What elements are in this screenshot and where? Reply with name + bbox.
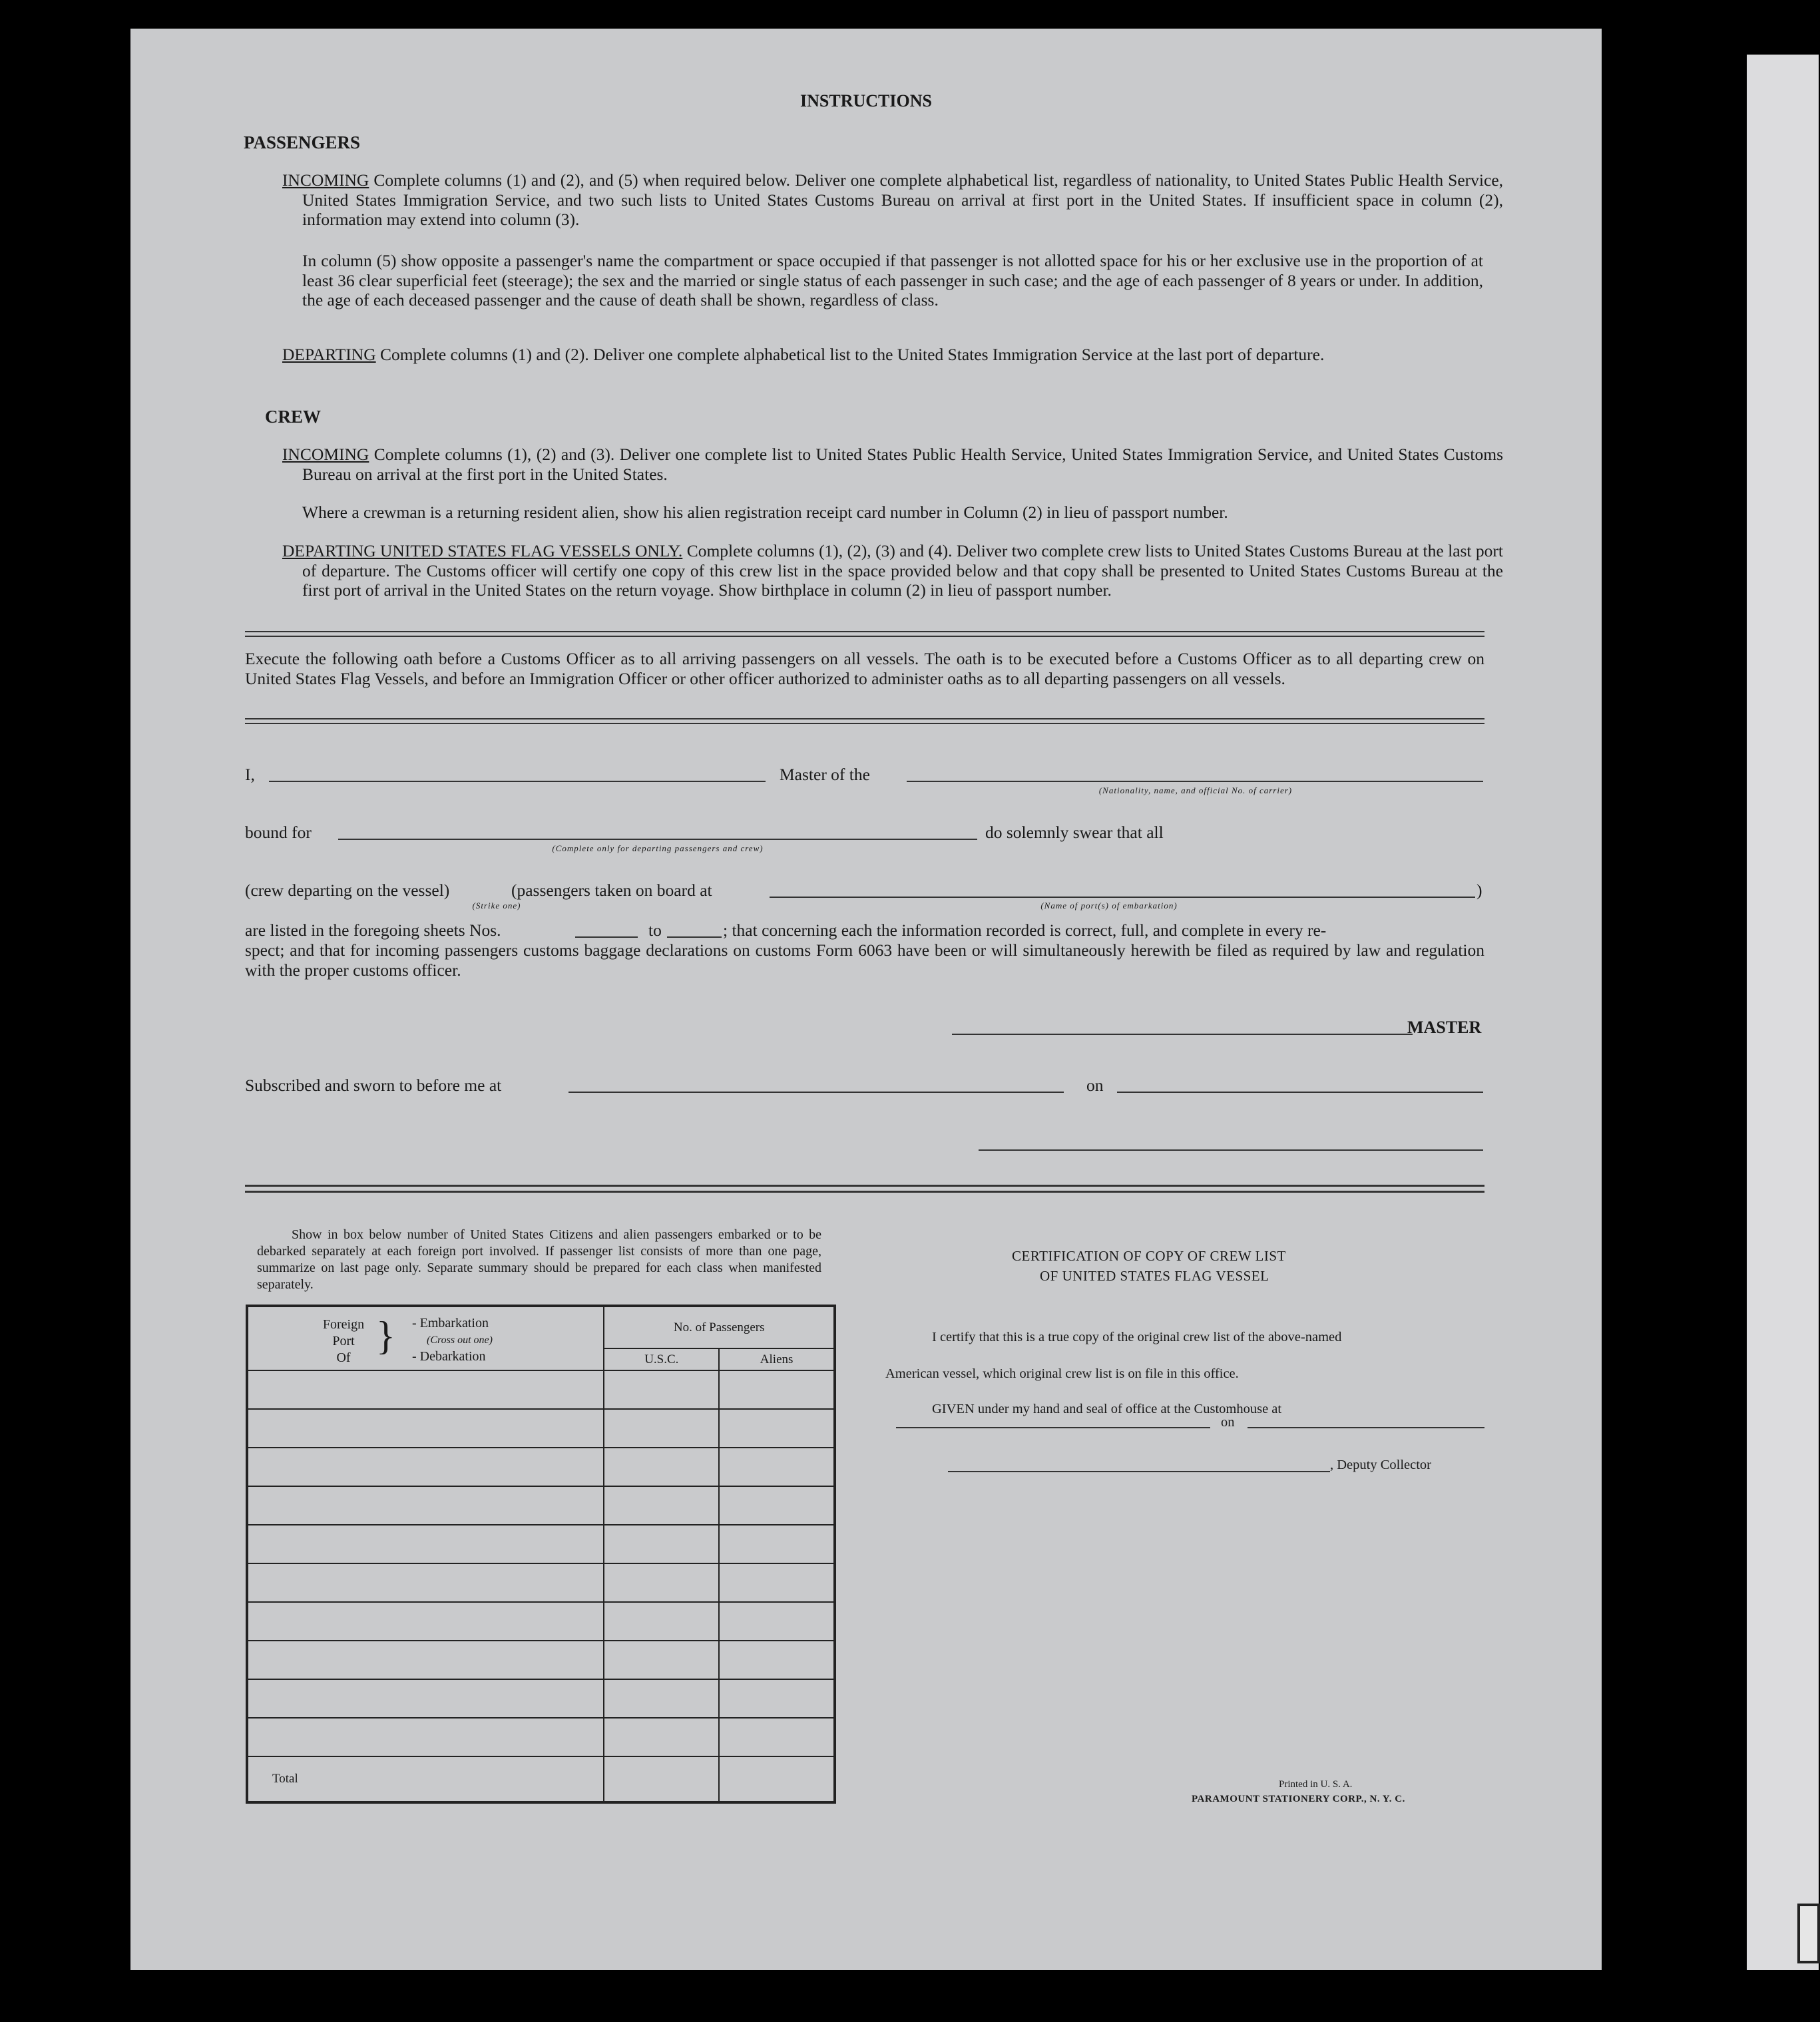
- table-row: [247, 1448, 835, 1486]
- column5-paragraph: In column (5) show opposite a passenger's name the compartment or space occupied if that passenger is not allotted space for his or her exclusive use in the proportion of at least 36 clear superficial feet (steerage); the sex and the married or single status of each passenger in such case; and the age of each passenger of 8 years or under. In addition, the age of each deceased passenger and the cause of death shall be shown, regardless of class.: [302, 251, 1483, 309]
- total-aliens-cell[interactable]: [719, 1756, 835, 1802]
- no-of-passengers-header: No. of Passengers: [604, 1306, 835, 1348]
- foreign-port-header: [247, 1306, 604, 1370]
- passengers-departing-paragraph: [282, 345, 1503, 365]
- sheet-from-line[interactable]: [575, 936, 638, 938]
- embarkation-ports-line[interactable]: [770, 897, 1475, 898]
- table-row: [247, 1409, 835, 1448]
- form-page: [130, 29, 1602, 1970]
- ports-caption: (Name of port(s) of embarkation): [1040, 901, 1178, 910]
- listed-text-rest: spect; and that for incoming passengers customs baggage declarations on customs Form 6063 have been or will simultaneously herewith be filed as required by law and regulation with the proper customs officer.: [245, 940, 1484, 980]
- given-line: GIVEN under my hand and seal of office at the Customhouse at: [932, 1402, 1282, 1416]
- aliens-cell[interactable]: [719, 1370, 835, 1409]
- table-row: [247, 1563, 835, 1602]
- aliens-header: Aliens: [719, 1348, 835, 1370]
- aliens-cell[interactable]: [719, 1641, 835, 1679]
- port-label: Port: [332, 1334, 355, 1348]
- usc-cell[interactable]: [604, 1525, 719, 1563]
- crew-incoming-paragraph: [282, 445, 1503, 484]
- of-label: Of: [336, 1350, 351, 1365]
- subscribed-on-label: on: [1086, 1076, 1104, 1095]
- certify-line-2: American vessel, which original crew list is on file in this office.: [885, 1366, 1239, 1381]
- certify-line-1: I certify that this is a true copy of the original crew list of the above-named: [932, 1330, 1342, 1344]
- port-cell[interactable]: [247, 1641, 604, 1679]
- table-row: [247, 1486, 835, 1525]
- usc-cell[interactable]: [604, 1641, 719, 1679]
- bound-for-label: bound for: [245, 823, 312, 842]
- strike-one-caption: (Strike one): [472, 901, 521, 910]
- customhouse-place-line[interactable]: [896, 1427, 1210, 1428]
- certification-date-line[interactable]: [1248, 1427, 1484, 1428]
- cross-out-label: (Cross out one): [427, 1334, 493, 1346]
- table-row: [247, 1602, 835, 1641]
- crew-departing-text: Complete columns (1), (2), (3) and (4). Deliver two complete crew lists to United States Customs Bureau at the last port of departure. The Customs officer will certify one copy of this crew list in the space provided below and that copy shall be presented to United States Customs Bureau at the first port of arrival in the United States on the return voyage. Show birthplace in column (2) in lieu of passport number.: [302, 541, 1503, 600]
- passengers-heading: PASSENGERS: [244, 132, 361, 152]
- subscribed-date-line[interactable]: [1117, 1092, 1483, 1093]
- passenger-summary-table: [246, 1305, 836, 1804]
- table-row: [247, 1679, 835, 1718]
- aliens-cell[interactable]: [719, 1525, 835, 1563]
- passengers-taken-option: (passengers taken on board at: [511, 881, 712, 900]
- aliens-cell[interactable]: [719, 1718, 835, 1756]
- section-rule-2: [245, 718, 1484, 724]
- crew-departing-option: (crew departing on the vessel): [245, 881, 450, 900]
- port-cell[interactable]: [247, 1409, 604, 1448]
- subscribed-label: Subscribed and sworn to before me at: [245, 1076, 502, 1095]
- crew-heading: CREW: [265, 407, 322, 427]
- usc-cell[interactable]: [604, 1679, 719, 1718]
- deputy-collector-label: , Deputy Collector: [1330, 1458, 1432, 1472]
- solemnly-swear-label: do solemnly swear that all: [985, 823, 1164, 842]
- foreign-label: Foreign: [322, 1317, 365, 1332]
- listed-sheets-label: are listed in the foregoing sheets Nos.: [245, 920, 501, 940]
- subscribed-place-line[interactable]: [569, 1092, 1064, 1093]
- port-cell[interactable]: [247, 1448, 604, 1486]
- port-cell[interactable]: [247, 1370, 604, 1409]
- printer-name: PARAMOUNT STATIONERY CORP., N. Y. C.: [1192, 1794, 1405, 1804]
- usc-cell[interactable]: [604, 1718, 719, 1756]
- listed-text-first-line: ; that concerning each the information recorded is correct, full, and complete in every re-: [723, 920, 1327, 940]
- carrier-line[interactable]: [907, 781, 1483, 782]
- usc-header: U.S.C.: [604, 1348, 719, 1370]
- aliens-cell[interactable]: [719, 1448, 835, 1486]
- crew-incoming-label: INCOMING: [282, 445, 369, 464]
- oath-intro: Execute the following oath before a Customs Officer as to all arriving passengers on all vessels. The oath is to be executed before a Customs Officer as to all departing crew on United States Flag Vessels, and before an Immigration Officer or other officer authorized to administer oaths as to all departing passengers on all vessels.: [245, 649, 1484, 688]
- aliens-cell[interactable]: [719, 1602, 835, 1641]
- port-cell[interactable]: [247, 1602, 604, 1641]
- table-row: [247, 1718, 835, 1756]
- adjacent-page-strip: [1747, 55, 1819, 1970]
- aliens-cell[interactable]: [719, 1679, 835, 1718]
- close-paren: ): [1477, 881, 1482, 900]
- total-label: Total: [247, 1756, 604, 1802]
- carrier-caption: (Nationality, name, and official No. of carrier): [1098, 785, 1293, 795]
- certification-title-1: CERTIFICATION OF COPY OF CREW LIST: [1012, 1248, 1286, 1264]
- passengers-incoming-text: Complete columns (1) and (2), and (5) when required below. Deliver one complete alphabetical list, regardless of nationality, to United States Public Health Service, United States Immigration Service, and two such lists to United States Customs Bureau on arrival at first port in the United States. If insufficient space in column (2), information may extend into column (3).: [302, 170, 1504, 229]
- total-usc-cell[interactable]: [604, 1756, 719, 1802]
- port-cell[interactable]: [247, 1718, 604, 1756]
- crew-departing-label: DEPARTING UNITED STATES FLAG VESSELS ONLY.: [282, 541, 683, 560]
- usc-cell[interactable]: [604, 1409, 719, 1448]
- adjacent-page-box: [1797, 1904, 1820, 1963]
- passengers-departing-text: Complete columns (1) and (2). Deliver one complete alphabetical list to the United States Immigration Service at the last port of departure.: [380, 345, 1325, 364]
- aliens-cell[interactable]: [719, 1563, 835, 1602]
- master-signature-line[interactable]: [952, 1034, 1413, 1035]
- aliens-cell[interactable]: [719, 1409, 835, 1448]
- bound-for-caption: (Complete only for departing passengers and crew): [552, 843, 764, 853]
- bound-for-line[interactable]: [338, 839, 977, 840]
- sheet-to-line[interactable]: [667, 936, 722, 938]
- port-cell[interactable]: [247, 1563, 604, 1602]
- port-cell[interactable]: [247, 1486, 604, 1525]
- aliens-cell[interactable]: [719, 1486, 835, 1525]
- page-title: INSTRUCTIONS: [800, 91, 932, 110]
- crew-incoming-text: Complete columns (1), (2) and (3). Deliver one complete list to United States Public Health Service, United States Immigration Service, and United States Customs Bureau on arrival at the first port in the United States.: [302, 445, 1504, 484]
- passengers-incoming-label: INCOMING: [282, 170, 369, 190]
- master-label: MASTER: [1407, 1018, 1482, 1037]
- usc-cell[interactable]: [604, 1448, 719, 1486]
- crew-departing-paragraph: [282, 541, 1503, 600]
- embarkation-label: - Embarkation: [412, 1316, 489, 1330]
- port-cell[interactable]: [247, 1679, 604, 1718]
- brace-glyph: }: [376, 1314, 395, 1358]
- debarkation-label: - Debarkation: [412, 1349, 486, 1364]
- usc-cell[interactable]: [604, 1563, 719, 1602]
- usc-cell[interactable]: [604, 1486, 719, 1525]
- master-of-the-label: Master of the: [780, 765, 870, 784]
- section-rule-1: [245, 631, 1484, 637]
- printed-in-usa: Printed in U. S. A.: [1279, 1779, 1353, 1790]
- usc-cell[interactable]: [604, 1370, 719, 1409]
- certification-on-label: on: [1221, 1415, 1235, 1430]
- officer-signature-line[interactable]: [979, 1149, 1483, 1151]
- certification-title-2: OF UNITED STATES FLAG VESSEL: [1040, 1268, 1269, 1284]
- usc-cell[interactable]: [604, 1602, 719, 1641]
- passengers-incoming-paragraph: [282, 170, 1503, 230]
- table-row: [247, 1641, 835, 1679]
- master-name-line[interactable]: [269, 781, 766, 782]
- table-row: [247, 1370, 835, 1409]
- passengers-departing-label: DEPARTING: [282, 345, 376, 364]
- section-rule-3: [245, 1185, 1484, 1193]
- oath-i-label: I,: [245, 765, 255, 784]
- listed-to-label: to: [648, 920, 662, 940]
- summary-instructions: Show in box below number of United States Citizens and alien passengers embarked or to be debarked separately at each foreign port involved. If passenger list consists of more than one page, summarize on last page only. Separate summary should be prepared for each class when manifested separately.: [257, 1227, 821, 1292]
- deputy-signature-line[interactable]: [948, 1471, 1330, 1472]
- port-cell[interactable]: [247, 1525, 604, 1563]
- crew-resident-paragraph: Where a crewman is a returning resident alien, show his alien registration receipt card number in Column (2) in lieu of passport number.: [302, 503, 1228, 522]
- table-row: [247, 1525, 835, 1563]
